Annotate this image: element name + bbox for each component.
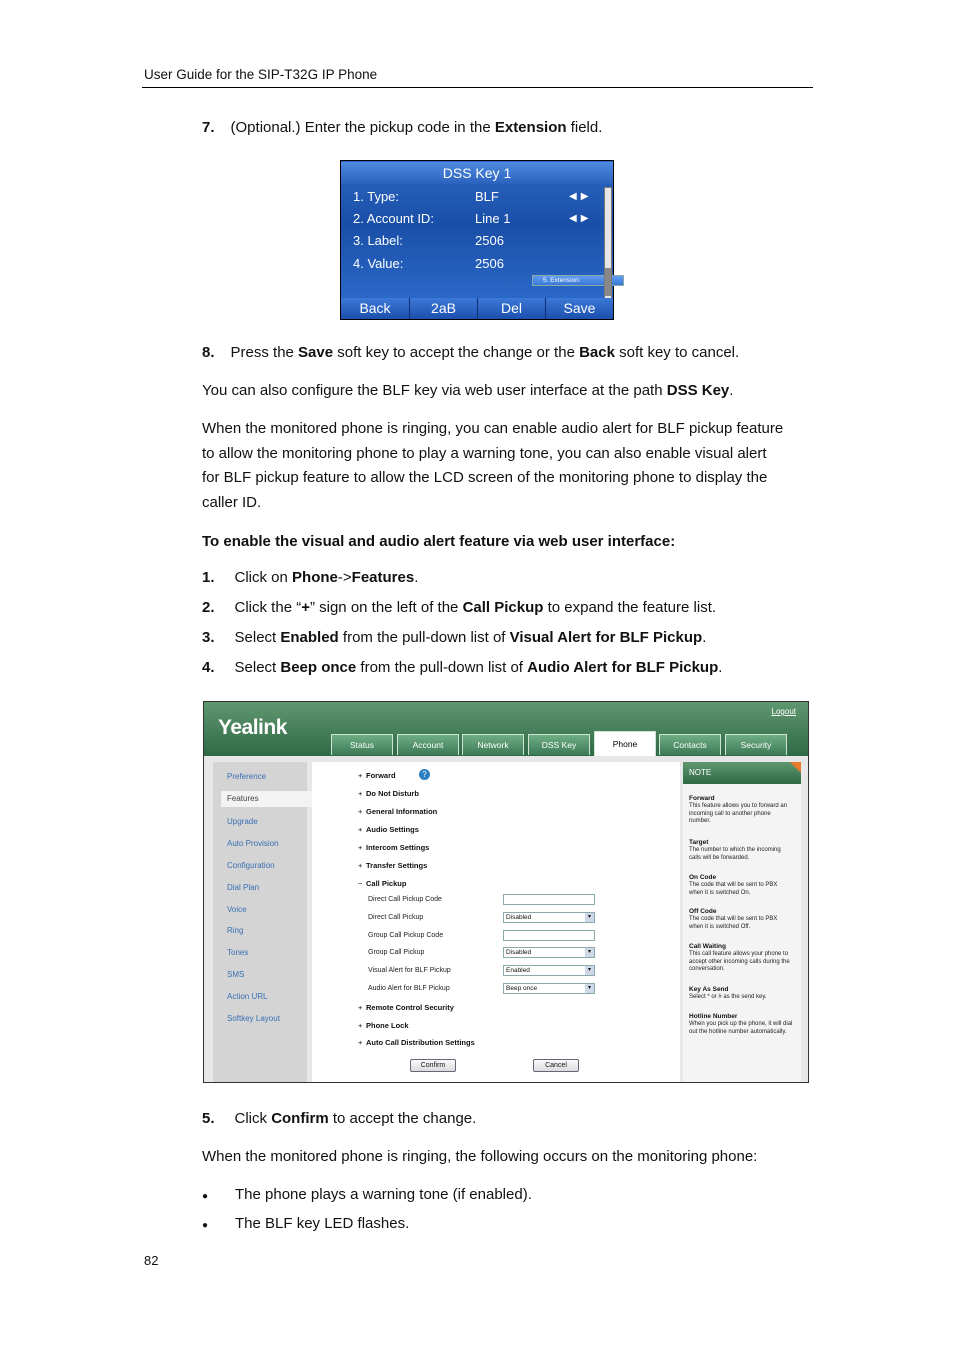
note-item-title: Call Waiting [689,943,726,950]
plus-icon: + [358,1038,363,1047]
field-label: Group Call Pickup [368,949,425,956]
lcd-row-label: 4. Value: [353,256,404,271]
step-text: to accept the change. [328,1110,477,1127]
para-text: You can also configure the BLF key via web user interface at the path [202,382,667,399]
sidebar-item-features[interactable]: Features [221,791,313,807]
bullet-item [202,1183,532,1210]
para-line: to allow the monitoring phone to play a warning tone, you can also enable visual alert [202,444,767,462]
step-text: Click the “ [234,599,302,616]
note-item-title: Forward [689,795,715,802]
softkey-2ab: 2aB [410,298,478,319]
section-intercom-settings[interactable] [358,843,429,852]
step-8 [202,341,739,366]
logout-link[interactable]: Logout [771,707,796,716]
lcd-row-label: 5. Extension: [543,277,581,284]
group-call-pickup-select[interactable] [503,947,595,958]
step-bold: Features [351,569,415,586]
sidebar-item-ring[interactable]: Ring [227,926,244,935]
section-label: Auto Call Distribution Settings [366,1038,475,1047]
section-call-pickup[interactable] [358,879,406,888]
step-bold: Visual Alert for BLF Pickup [509,629,703,646]
section-audio-settings[interactable] [358,825,419,834]
para-line: for BLF pickup feature to allow the LCD screen of the monitoring phone to display the [202,469,768,486]
step-number: 8. [202,344,215,361]
lcd-row-value: 2506 [475,233,504,248]
sidebar-item-softkey-layout[interactable]: Softkey Layout [227,1014,280,1023]
section-label: Do Not Disturb [366,789,419,798]
step-text: -> [337,569,352,586]
chevron-down-icon: ▾ [585,966,594,975]
lcd-row-value [343,253,599,275]
step-text: . [718,659,723,676]
step-bold: Phone [292,569,338,586]
section-transfer-settings[interactable] [358,861,427,870]
tab-status[interactable]: Status [331,734,393,755]
plus-icon: + [358,825,363,834]
step-bold: Call Pickup [462,599,544,616]
tab-dss-key[interactable]: DSS Key [528,734,590,755]
step-number: 1. [202,569,215,586]
para-bold: DSS Key [666,382,730,399]
step-text: from the pull-down list of [338,629,510,646]
section-label: Phone Lock [366,1021,409,1030]
step-bold: Extension [494,119,567,136]
lcd-row-label: 3. Label: [353,233,403,248]
tab-phone[interactable]: Phone [594,731,656,756]
step-5 [202,1107,476,1132]
lcd-row-value: *88 [665,277,675,284]
paragraph-alert-intro [202,417,817,515]
section-forward[interactable] [358,771,396,780]
note-item-title: Key As Send [689,986,729,993]
section-general-information[interactable] [358,807,437,816]
tab-account[interactable]: Account [397,734,459,755]
note-item-desc: The code that will be sent to PBX when it is switched On. [689,882,778,896]
sidebar-item-voice[interactable]: Voice [227,905,247,914]
header-title: User Guide for the SIP-T32G IP Phone [144,67,378,82]
chevron-down-icon: ▾ [585,913,594,922]
field-label: Audio Alert for BLF Pickup [368,985,450,992]
page-number: 82 [144,1253,159,1268]
direct-call-pickup-code-input[interactable] [503,894,595,905]
arrows-icon: ◀▶ [569,191,593,202]
plus-icon: + [358,861,363,870]
chevron-down-icon: ▾ [585,948,594,957]
help-icon[interactable]: ? [419,769,430,780]
note-item-title: Hotline Number [689,1013,738,1020]
visual-alert-blf-pickup-select[interactable] [503,965,595,976]
lcd-row-type [343,186,599,208]
para-text: . [729,382,734,399]
direct-call-pickup-select[interactable] [503,912,595,923]
bullet-icon: ● [202,1220,209,1231]
step-2 [202,596,716,621]
select-value: Disabled [506,949,532,956]
step-bold: Audio Alert for BLF Pickup [527,659,719,676]
select-value: Enabled [506,967,530,974]
lcd-row-label [343,230,599,252]
sidebar-item-auto-provision[interactable]: Auto Provision [227,839,279,848]
tab-security[interactable]: Security [725,734,787,755]
sidebar-item-action-url[interactable]: Action URL [227,992,268,1001]
step-text: Select [234,629,281,646]
web-header [204,702,808,756]
note-item-title: Target [689,839,709,846]
plus-icon: + [358,1003,363,1012]
step-text: Press the [230,344,299,361]
step-number: 3. [202,629,215,646]
lcd-row-label: 2. Account ID: [353,211,434,226]
bullet-text: The BLF key LED flashes. [235,1215,410,1232]
note-item-desc: This feature allows you to forward an incoming call to another phone number. [689,803,788,824]
note-item-desc: Select * or # as the send key. [689,994,767,1000]
step-number: 2. [202,599,215,616]
step-4 [202,656,722,681]
section-label: Remote Control Security [366,1003,454,1012]
step-bold: Back [579,344,615,361]
sidebar-item-preference[interactable]: Preference [227,772,267,781]
corner-fold-icon [790,762,801,773]
field-label: Direct Call Pickup [368,914,424,921]
note-item-title: On Code [689,874,717,881]
confirm-button[interactable]: Confirm [410,1059,456,1072]
header-divider [142,87,813,88]
lcd-row-account [343,208,599,230]
step-bold: Enabled [280,629,339,646]
cancel-button[interactable]: Cancel [533,1059,579,1072]
sidebar [213,762,307,1082]
audio-alert-blf-pickup-select[interactable] [503,983,595,994]
section-auto-call-distribution[interactable] [358,1038,475,1047]
minus-icon: − [358,879,363,888]
paragraph-occurs: When the monitored phone is ringing, the following occurs on the monitoring phone: [202,1148,758,1165]
plus-icon: + [358,789,363,798]
scroll-thumb [605,268,611,296]
section-label: General Information [366,807,438,816]
bullet-icon: ● [202,1191,209,1202]
plus-icon: + [358,807,363,816]
paragraph-dss-key [202,379,733,404]
group-call-pickup-code-input[interactable] [503,930,595,941]
bullet-item [202,1212,409,1239]
step-bold: Save [298,344,334,361]
tab-network[interactable]: Network [462,734,524,755]
lcd-row-value: 2506 [475,256,504,271]
step-3 [202,626,706,651]
plus-icon: + [358,1021,363,1030]
step-text: soft key to accept the change or the [333,344,580,361]
select-value: Beep once [506,985,538,992]
field-label: Visual Alert for BLF Pickup [368,967,451,974]
step-text: field. [566,119,603,136]
bullet-text: The phone plays a warning tone (if enabled). [235,1186,532,1203]
field-label: Direct Call Pickup Code [368,896,442,903]
procedure-title: To enable the visual and audio alert feature via web user interface: [202,533,676,550]
sidebar-item-upgrade[interactable]: Upgrade [227,817,258,826]
lcd-title: DSS Key 1 [341,162,613,184]
softkey-back: Back [341,298,410,319]
step-bold: Beep once [280,659,357,676]
features-panel [312,762,680,1082]
step-text: . [702,629,707,646]
note-item-title: Off Code [689,908,717,915]
section-label: Transfer Settings [366,861,428,870]
section-do-not-disturb[interactable] [358,789,419,798]
arrows-icon: ◀▶ [569,213,593,224]
step-number: 5. [202,1110,215,1127]
step-text: . [414,569,419,586]
softkey-save: Save [546,298,613,319]
step-text: (Optional.) Enter the pickup code in the [230,119,495,136]
para-line: When the monitored phone is ringing, you can enable audio alert for BLF pickup feature [202,420,784,437]
step-text: from the pull-down list of [356,659,528,676]
plus-icon: + [358,771,363,780]
note-panel [683,762,801,1082]
step-text: soft key to cancel. [614,344,740,361]
field-label: Group Call Pickup Code [368,932,444,939]
step-bold: Confirm [271,1110,329,1127]
yealink-logo: Yealink [218,716,287,739]
plus-icon: + [358,843,363,852]
section-label: Forward [366,771,396,780]
section-label: Audio Settings [366,825,419,834]
section-remote-control-security[interactable] [358,1003,454,1012]
select-value: Disabled [506,914,532,921]
lcd-screen [340,160,675,320]
section-label: Call Pickup [366,879,407,888]
note-item-desc: The number to which the incoming calls will be forwarded. [689,847,781,861]
sidebar-item-tones[interactable]: Tones [227,948,249,957]
sidebar-item-sms[interactable]: SMS [227,970,245,979]
step-text: Select [234,659,281,676]
step-1 [202,566,418,591]
lcd-row-value: BLF [475,189,499,204]
step-text: ” sign on the left of the [309,599,463,616]
lcd-row-label: 1. Type: [353,189,400,204]
step-text: to expand the feature list. [543,599,717,616]
note-title: NOTE [683,762,801,784]
lcd-row-value: Line 1 [475,211,511,226]
section-label: Intercom Settings [366,843,430,852]
note-item-desc: The code that will be sent to PBX when it is switched Off. [689,916,778,930]
step-text: Click [234,1110,272,1127]
sidebar-item-configuration[interactable]: Configuration [227,861,275,870]
step-number: 7. [202,119,215,136]
section-phone-lock[interactable] [358,1021,409,1030]
step-bold: + [301,599,310,616]
softkey-del: Del [478,298,546,319]
note-item-desc: When you pick up the phone, it will dial out the hotline number automatically. [689,1021,793,1035]
step-7 [202,116,602,141]
step-number: 4. [202,659,215,676]
web-ui-screenshot [203,701,809,1083]
step-text: Click on [234,569,293,586]
para-line: caller ID. [202,493,262,511]
note-item-desc: This call feature allows your phone to accept other incoming calls during the conversation. [689,951,790,972]
tab-contacts[interactable]: Contacts [659,734,721,755]
sidebar-item-dial-plan[interactable]: Dial Plan [227,883,260,892]
chevron-down-icon: ▾ [585,984,594,993]
lcd-scrollbar [604,187,612,299]
